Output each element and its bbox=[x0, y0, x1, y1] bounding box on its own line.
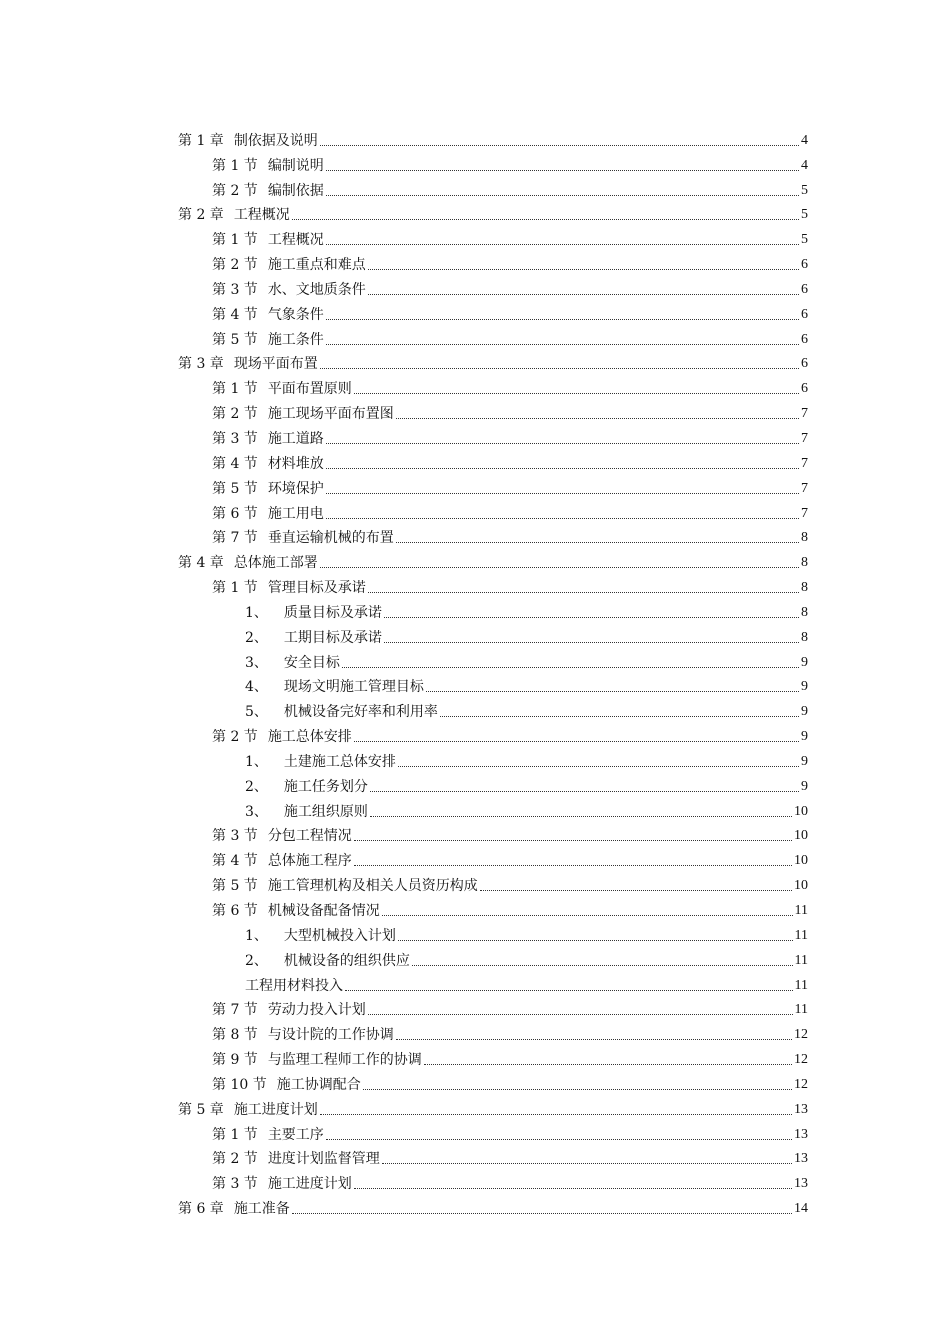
toc-entry-text: 工程概况 bbox=[233, 207, 290, 224]
dot-leader bbox=[354, 1188, 792, 1189]
toc-entry-title bbox=[212, 1175, 352, 1193]
toc-entry-number: 第 3 章 bbox=[178, 356, 224, 373]
toc-page-number: 10 bbox=[794, 803, 808, 819]
dot-leader bbox=[424, 1064, 792, 1065]
toc-entry-title bbox=[245, 703, 438, 721]
toc-page-number: 11 bbox=[794, 977, 808, 993]
toc-entry-text: 施工任务划分 bbox=[283, 778, 368, 795]
toc-entry-text: 施工准备 bbox=[233, 1201, 290, 1218]
toc-entry-number: 第 6 节 bbox=[212, 505, 258, 522]
toc-entry-number: 第 7 节 bbox=[212, 1002, 258, 1019]
toc-entry-title bbox=[212, 455, 324, 473]
toc-entry-text: 机械设备的组织供应 bbox=[283, 952, 410, 969]
toc-entry-text: 施工用电 bbox=[267, 505, 324, 522]
toc-entry-text: 编制说明 bbox=[267, 157, 324, 174]
toc-page-number: 9 bbox=[801, 753, 808, 769]
toc-entry-title bbox=[245, 977, 343, 995]
toc-entry[interactable] bbox=[178, 498, 808, 523]
toc-entry-text: 总体施工部署 bbox=[233, 555, 318, 572]
toc-entry[interactable] bbox=[178, 821, 808, 846]
toc-entry-number: 第 5 节 bbox=[212, 331, 258, 348]
toc-entry[interactable] bbox=[178, 1044, 808, 1069]
toc-entry[interactable] bbox=[178, 175, 808, 200]
toc-page-number: 8 bbox=[801, 580, 808, 596]
toc-entry-title bbox=[212, 231, 324, 249]
toc-page-number: 5 bbox=[801, 207, 808, 223]
toc-entry-number: 2、 bbox=[245, 952, 268, 969]
toc-page-number: 4 bbox=[801, 132, 808, 148]
dot-leader bbox=[382, 1163, 792, 1164]
toc-page-number: 6 bbox=[801, 257, 808, 273]
toc-entry-text: 进度计划监督管理 bbox=[267, 1151, 380, 1168]
toc-entry-title bbox=[212, 902, 380, 920]
toc-entry[interactable] bbox=[178, 845, 808, 870]
toc-entry-number: 第 7 节 bbox=[212, 530, 258, 547]
toc-entry-number: 第 5 节 bbox=[212, 480, 258, 497]
toc-entry-number: 第 10 节 bbox=[212, 1076, 267, 1093]
toc-entry[interactable] bbox=[178, 448, 808, 473]
toc-page-number: 6 bbox=[801, 356, 808, 372]
toc-entry-number: 第 1 节 bbox=[212, 157, 258, 174]
toc-entry-title bbox=[245, 927, 396, 945]
dot-leader bbox=[326, 518, 799, 519]
dot-leader bbox=[480, 890, 792, 891]
toc-entry-text: 施工协调配合 bbox=[276, 1076, 361, 1093]
dot-leader bbox=[382, 915, 793, 916]
toc-entry-title bbox=[178, 554, 318, 572]
toc-page-number: 6 bbox=[801, 306, 808, 322]
toc-entry-text: 大型机械投入计划 bbox=[283, 927, 396, 944]
dot-leader bbox=[326, 493, 799, 494]
dot-leader bbox=[370, 791, 799, 792]
toc-entry[interactable] bbox=[178, 746, 808, 771]
dot-leader bbox=[326, 170, 799, 171]
toc-entry-number: 第 5 章 bbox=[178, 1101, 224, 1118]
toc-entry-title bbox=[212, 529, 394, 547]
toc-entry-number: 1、 bbox=[245, 753, 268, 770]
toc-entry-number: 第 1 节 bbox=[212, 1126, 258, 1143]
toc-entry-number: 3、 bbox=[245, 803, 268, 820]
toc-page-number: 13 bbox=[794, 1151, 808, 1167]
toc-page-number: 10 bbox=[794, 878, 808, 894]
toc-entry[interactable] bbox=[178, 423, 808, 448]
toc-entry-title bbox=[245, 604, 382, 622]
toc-page-number: 7 bbox=[801, 455, 808, 471]
toc-entry[interactable] bbox=[178, 895, 808, 920]
toc-page-number: 9 bbox=[801, 778, 808, 794]
toc-entry-text: 施工组织原则 bbox=[283, 803, 368, 820]
toc-entry-number: 第 4 章 bbox=[178, 555, 224, 572]
dot-leader bbox=[398, 766, 799, 767]
toc-entry-text: 施工条件 bbox=[267, 331, 324, 348]
toc-page-number: 12 bbox=[794, 1052, 808, 1068]
toc-page-number: 6 bbox=[801, 281, 808, 297]
dot-leader bbox=[320, 145, 799, 146]
toc-entry-text: 质量目标及承诺 bbox=[283, 604, 382, 621]
toc-entry-number: 1、 bbox=[245, 604, 268, 621]
toc-entry-title bbox=[212, 331, 324, 349]
toc-entry-number: 第 2 节 bbox=[212, 257, 258, 274]
toc-entry-number: 1、 bbox=[245, 927, 268, 944]
toc-entry[interactable] bbox=[178, 200, 808, 225]
dot-leader bbox=[398, 940, 793, 941]
toc-entry-title bbox=[212, 728, 352, 746]
toc-entry-number: 第 4 节 bbox=[212, 455, 258, 472]
toc-entry-text: 安全目标 bbox=[283, 654, 340, 671]
toc-entry-text: 与监理工程师工作的协调 bbox=[267, 1052, 422, 1069]
toc-entry-title bbox=[212, 380, 352, 398]
toc-entry-title bbox=[212, 505, 324, 523]
dot-leader bbox=[320, 567, 799, 568]
toc-page-number: 13 bbox=[794, 1101, 808, 1117]
toc-page-number: 10 bbox=[794, 853, 808, 869]
toc-page-number: 6 bbox=[801, 381, 808, 397]
toc-entry-text: 制依据及说明 bbox=[233, 132, 318, 149]
toc-entry-title bbox=[212, 306, 324, 324]
dot-leader bbox=[320, 1114, 792, 1115]
toc-entry-number: 第 6 章 bbox=[178, 1201, 224, 1218]
toc-entry-title bbox=[212, 852, 352, 870]
toc-entry-number: 第 3 节 bbox=[212, 430, 258, 447]
toc-entry-title bbox=[178, 206, 290, 224]
toc-entry-number: 第 1 节 bbox=[212, 381, 258, 398]
toc-page-number: 13 bbox=[794, 1126, 808, 1142]
toc-entry-text: 平面布置原则 bbox=[267, 381, 352, 398]
toc-entry-text: 施工总体安排 bbox=[267, 729, 352, 746]
dot-leader bbox=[354, 840, 792, 841]
toc-page-number: 9 bbox=[801, 704, 808, 720]
toc-entry-text: 气象条件 bbox=[267, 306, 324, 323]
dot-leader bbox=[326, 319, 799, 320]
dot-leader bbox=[384, 642, 799, 643]
toc-entry[interactable] bbox=[178, 1193, 808, 1218]
toc-entry-title bbox=[212, 1026, 394, 1044]
toc-entry-number: 第 2 节 bbox=[212, 182, 258, 199]
toc-page-number: 12 bbox=[794, 1027, 808, 1043]
toc-entry[interactable] bbox=[178, 349, 808, 374]
toc-entry-number: 第 3 节 bbox=[212, 828, 258, 845]
toc-entry-title bbox=[212, 430, 324, 448]
toc-entry-title bbox=[212, 1126, 324, 1144]
dot-leader bbox=[320, 368, 799, 369]
toc-entry-title bbox=[245, 952, 410, 970]
toc-entry[interactable] bbox=[178, 647, 808, 672]
toc-entry-number: 第 8 节 bbox=[212, 1027, 258, 1044]
toc-entry-number: 4、 bbox=[245, 679, 268, 696]
toc-page-number: 5 bbox=[801, 232, 808, 248]
toc-page-number: 7 bbox=[801, 480, 808, 496]
toc-entry-text: 施工现场平面布置图 bbox=[267, 406, 394, 423]
toc-entry-number: 2、 bbox=[245, 778, 268, 795]
toc-entry-text: 材料堆放 bbox=[267, 455, 324, 472]
toc-entry-text: 施工进度计划 bbox=[233, 1101, 318, 1118]
toc-page-number: 7 bbox=[801, 505, 808, 521]
toc-entry-text: 施工管理机构及相关人员资历构成 bbox=[267, 878, 478, 895]
dot-leader bbox=[396, 542, 799, 543]
toc-entry-number: 2、 bbox=[245, 629, 268, 646]
toc-page-number: 8 bbox=[801, 555, 808, 571]
toc-entry-text: 水、文地质条件 bbox=[267, 281, 366, 298]
toc-entry-number: 第 2 节 bbox=[212, 729, 258, 746]
toc-page-number: 11 bbox=[794, 927, 808, 943]
table-of-contents bbox=[178, 125, 808, 1218]
toc-page-number: 13 bbox=[794, 1176, 808, 1192]
dot-leader bbox=[292, 1213, 792, 1214]
dot-leader bbox=[326, 468, 799, 469]
dot-leader bbox=[354, 393, 799, 394]
toc-entry-title bbox=[212, 827, 352, 845]
toc-entry[interactable] bbox=[178, 1094, 808, 1119]
dot-leader bbox=[326, 244, 799, 245]
dot-leader bbox=[384, 617, 799, 618]
dot-leader bbox=[342, 667, 799, 668]
toc-entry-text: 总体施工程序 bbox=[267, 853, 352, 870]
toc-page-number: 11 bbox=[794, 903, 808, 918]
toc-page-number: 10 bbox=[794, 828, 808, 844]
toc-entry-text: 机械设备配备情况 bbox=[267, 903, 380, 919]
toc-page-number: 8 bbox=[801, 604, 808, 620]
toc-entry-number: 第 2 节 bbox=[212, 406, 258, 423]
toc-entry[interactable] bbox=[178, 1168, 808, 1193]
toc-entry[interactable] bbox=[178, 870, 808, 895]
toc-entry-text: 现场文明施工管理目标 bbox=[283, 679, 424, 696]
toc-entry-text: 工程概况 bbox=[267, 232, 324, 249]
toc-entry-title bbox=[212, 256, 366, 274]
dot-leader bbox=[326, 443, 799, 444]
toc-page-number: 9 bbox=[801, 729, 808, 745]
toc-entry-number: 第 9 节 bbox=[212, 1052, 258, 1069]
toc-entry[interactable] bbox=[178, 274, 808, 299]
toc-entry-text: 施工道路 bbox=[267, 430, 324, 447]
toc-entry[interactable] bbox=[178, 796, 808, 821]
toc-entry[interactable] bbox=[178, 473, 808, 498]
toc-entry[interactable] bbox=[178, 721, 808, 746]
toc-entry-title bbox=[212, 579, 366, 597]
dot-leader bbox=[368, 269, 799, 270]
toc-entry-text: 垂直运输机械的布置 bbox=[267, 530, 394, 547]
toc-entry-title bbox=[212, 1150, 380, 1168]
toc-entry-text: 施工重点和难点 bbox=[267, 257, 366, 274]
toc-entry-text: 编制依据 bbox=[267, 182, 324, 199]
toc-entry[interactable] bbox=[178, 1019, 808, 1044]
dot-leader bbox=[396, 418, 799, 419]
toc-page-number: 7 bbox=[801, 406, 808, 422]
toc-entry[interactable] bbox=[178, 1069, 808, 1094]
dot-leader bbox=[345, 990, 793, 991]
toc-entry[interactable] bbox=[178, 523, 808, 548]
toc-entry-title bbox=[212, 1001, 366, 1019]
toc-entry-text: 环境保护 bbox=[267, 480, 324, 497]
dot-leader bbox=[368, 1014, 793, 1015]
toc-entry-title bbox=[212, 480, 324, 498]
toc-entry[interactable] bbox=[178, 249, 808, 274]
toc-entry-text: 与设计院的工作协调 bbox=[267, 1027, 394, 1044]
toc-entry[interactable] bbox=[178, 970, 808, 995]
toc-page-number: 5 bbox=[801, 182, 808, 198]
toc-entry[interactable] bbox=[178, 1144, 808, 1169]
dot-leader bbox=[370, 816, 792, 817]
toc-entry-number: 3、 bbox=[245, 654, 268, 671]
toc-entry[interactable] bbox=[178, 771, 808, 796]
toc-entry-number: 第 3 节 bbox=[212, 281, 258, 298]
toc-page-number: 4 bbox=[801, 157, 808, 173]
toc-entry[interactable] bbox=[178, 696, 808, 721]
toc-entry-title bbox=[178, 355, 318, 373]
toc-entry-title bbox=[245, 753, 396, 771]
toc-entry-text: 现场平面布置 bbox=[233, 356, 318, 373]
toc-page-number: 12 bbox=[794, 1076, 808, 1092]
toc-page-number: 8 bbox=[801, 629, 808, 645]
toc-entry-title bbox=[212, 157, 324, 175]
toc-entry-text: 施工进度计划 bbox=[267, 1176, 352, 1193]
dot-leader bbox=[426, 691, 799, 692]
toc-page-number: 6 bbox=[801, 331, 808, 347]
toc-entry-title bbox=[245, 654, 340, 672]
toc-entry-number: 第 1 节 bbox=[212, 232, 258, 249]
dot-leader bbox=[440, 716, 799, 717]
toc-entry-text: 管理目标及承诺 bbox=[267, 580, 366, 597]
toc-entry-title bbox=[178, 1200, 290, 1218]
toc-entry-number: 第 4 节 bbox=[212, 853, 258, 870]
toc-entry-text: 机械设备完好率和利用率 bbox=[283, 704, 438, 721]
toc-entry-number: 5、 bbox=[245, 704, 268, 721]
dot-leader bbox=[292, 219, 799, 220]
toc-entry-text: 主要工序 bbox=[267, 1126, 324, 1143]
toc-entry-title bbox=[212, 182, 324, 200]
toc-entry-title bbox=[178, 132, 318, 150]
toc-page-number: 11 bbox=[794, 1002, 808, 1018]
toc-entry-number: 第 5 节 bbox=[212, 878, 258, 895]
dot-leader bbox=[363, 1089, 792, 1090]
toc-entry-number: 第 2 章 bbox=[178, 207, 224, 224]
dot-leader bbox=[396, 1039, 792, 1040]
toc-page-number: 8 bbox=[801, 530, 808, 546]
toc-entry-number: 第 3 节 bbox=[212, 1176, 258, 1193]
dot-leader bbox=[326, 1139, 792, 1140]
toc-entry[interactable] bbox=[178, 1119, 808, 1144]
toc-page-number: 9 bbox=[801, 654, 808, 670]
toc-entry[interactable] bbox=[178, 224, 808, 249]
toc-entry-title bbox=[245, 803, 368, 821]
dot-leader bbox=[368, 294, 799, 295]
toc-entry-title bbox=[245, 678, 424, 696]
toc-page-number: 7 bbox=[801, 430, 808, 446]
toc-entry-text: 土建施工总体安排 bbox=[283, 753, 396, 770]
toc-entry[interactable] bbox=[178, 398, 808, 423]
toc-entry-number: 第 4 节 bbox=[212, 306, 258, 323]
toc-entry[interactable] bbox=[178, 299, 808, 324]
toc-page-number: 9 bbox=[801, 679, 808, 695]
toc-entry-title bbox=[212, 281, 366, 299]
toc-entry[interactable] bbox=[178, 150, 808, 175]
toc-entry[interactable] bbox=[178, 597, 808, 622]
toc-entry-number: 第 6 节 bbox=[212, 903, 258, 919]
toc-entry[interactable] bbox=[178, 125, 808, 150]
dot-leader bbox=[412, 965, 793, 966]
toc-entry-title bbox=[212, 405, 394, 423]
toc-entry-number: 第 2 节 bbox=[212, 1151, 258, 1168]
dot-leader bbox=[326, 195, 799, 196]
toc-entry-text: 分包工程情况 bbox=[267, 828, 352, 845]
toc-entry-text: 劳动力投入计划 bbox=[267, 1002, 366, 1019]
toc-entry-title bbox=[245, 778, 368, 796]
toc-entry[interactable] bbox=[178, 920, 808, 945]
dot-leader bbox=[354, 741, 799, 742]
dot-leader bbox=[354, 865, 792, 866]
toc-entry-text: 工期目标及承诺 bbox=[283, 629, 382, 646]
toc-entry[interactable] bbox=[178, 324, 808, 349]
dot-leader bbox=[326, 344, 799, 345]
toc-entry-title bbox=[178, 1101, 318, 1119]
toc-page-number: 14 bbox=[794, 1201, 808, 1217]
toc-entry-title bbox=[212, 1051, 422, 1069]
toc-entry[interactable] bbox=[178, 547, 808, 572]
dot-leader bbox=[368, 592, 799, 593]
toc-entry[interactable] bbox=[178, 995, 808, 1020]
toc-entry[interactable] bbox=[178, 945, 808, 970]
toc-entry-title bbox=[212, 1076, 361, 1094]
toc-entry-title bbox=[245, 629, 382, 647]
toc-entry[interactable] bbox=[178, 672, 808, 697]
toc-entry[interactable] bbox=[178, 572, 808, 597]
toc-entry[interactable] bbox=[178, 622, 808, 647]
toc-entry[interactable] bbox=[178, 373, 808, 398]
toc-page-number: 11 bbox=[794, 952, 808, 968]
toc-entry-number: 第 1 节 bbox=[212, 580, 258, 597]
toc-entry-text: 工程用材料投入 bbox=[245, 977, 343, 994]
toc-entry-number: 第 1 章 bbox=[178, 132, 224, 149]
toc-entry-title bbox=[212, 877, 478, 895]
